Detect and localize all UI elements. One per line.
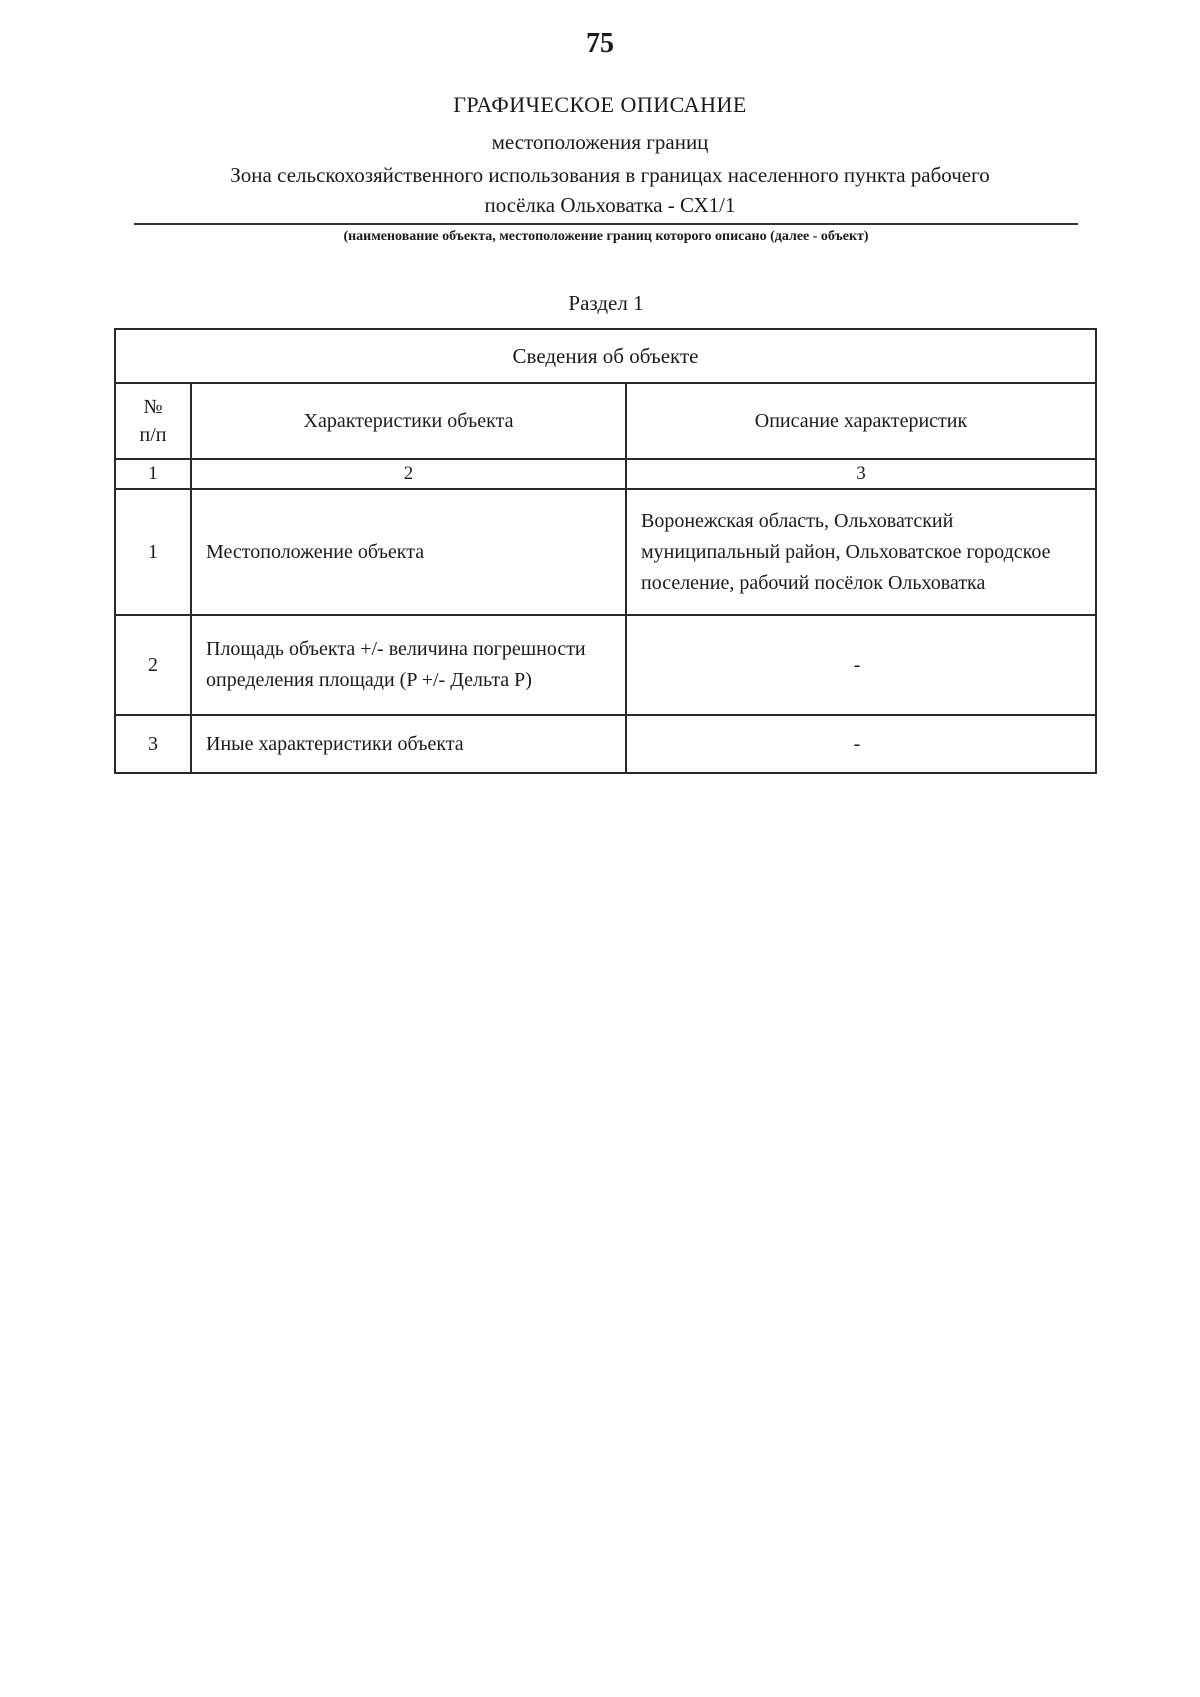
object-info-table <box>114 328 1097 774</box>
header-description: Описание характеристик <box>626 383 1096 459</box>
table-row <box>115 615 1096 715</box>
row-description: - <box>626 615 1096 715</box>
row-characteristic: Иные характеристики объекта <box>191 715 626 773</box>
column-number-row <box>115 459 1096 489</box>
table-row <box>115 489 1096 615</box>
row-characteristic: Площадь объекта +/- величина погрешности определения площади (P +/- Дельта P) <box>191 615 626 715</box>
document-subtitle: местоположения границ <box>491 130 709 154</box>
table-row <box>115 715 1096 773</box>
section-label: Раздел 1 <box>568 291 644 315</box>
page-number: 75 <box>586 28 614 59</box>
object-name-line-2: посёлка Ольховатка - СХ1/1 <box>484 193 736 217</box>
column-number: 3 <box>626 459 1096 489</box>
object-name <box>140 160 1080 220</box>
row-number: 3 <box>115 715 191 773</box>
header-num-symbol: № <box>143 396 163 418</box>
header-num <box>115 383 191 459</box>
header-characteristic: Характеристики объекта <box>191 383 626 459</box>
header-num-abbr: п/п <box>139 424 167 446</box>
object-name-line-1: Зона сельскохозяйственного использования в границах населенного пункта рабочего <box>230 163 990 187</box>
table-header-row <box>115 383 1096 459</box>
column-number: 2 <box>191 459 626 489</box>
row-number: 2 <box>115 615 191 715</box>
row-description: Воронежская область, Ольховатский муниципальный район, Ольховатское городское поселение, рабочий посёлок Ольховатка <box>626 489 1096 615</box>
table-caption: Сведения об объекте <box>115 329 1096 383</box>
object-name-underline <box>134 223 1078 225</box>
table-caption-row <box>115 329 1096 383</box>
row-description: - <box>626 715 1096 773</box>
row-characteristic: Местоположение объекта <box>191 489 626 615</box>
row-number: 1 <box>115 489 191 615</box>
column-number: 1 <box>115 459 191 489</box>
object-name-caption: (наименование объекта, местоположение границ которого описано (далее - объект) <box>343 229 869 244</box>
document-title: ГРАФИЧЕСКОЕ ОПИСАНИЕ <box>453 92 747 117</box>
